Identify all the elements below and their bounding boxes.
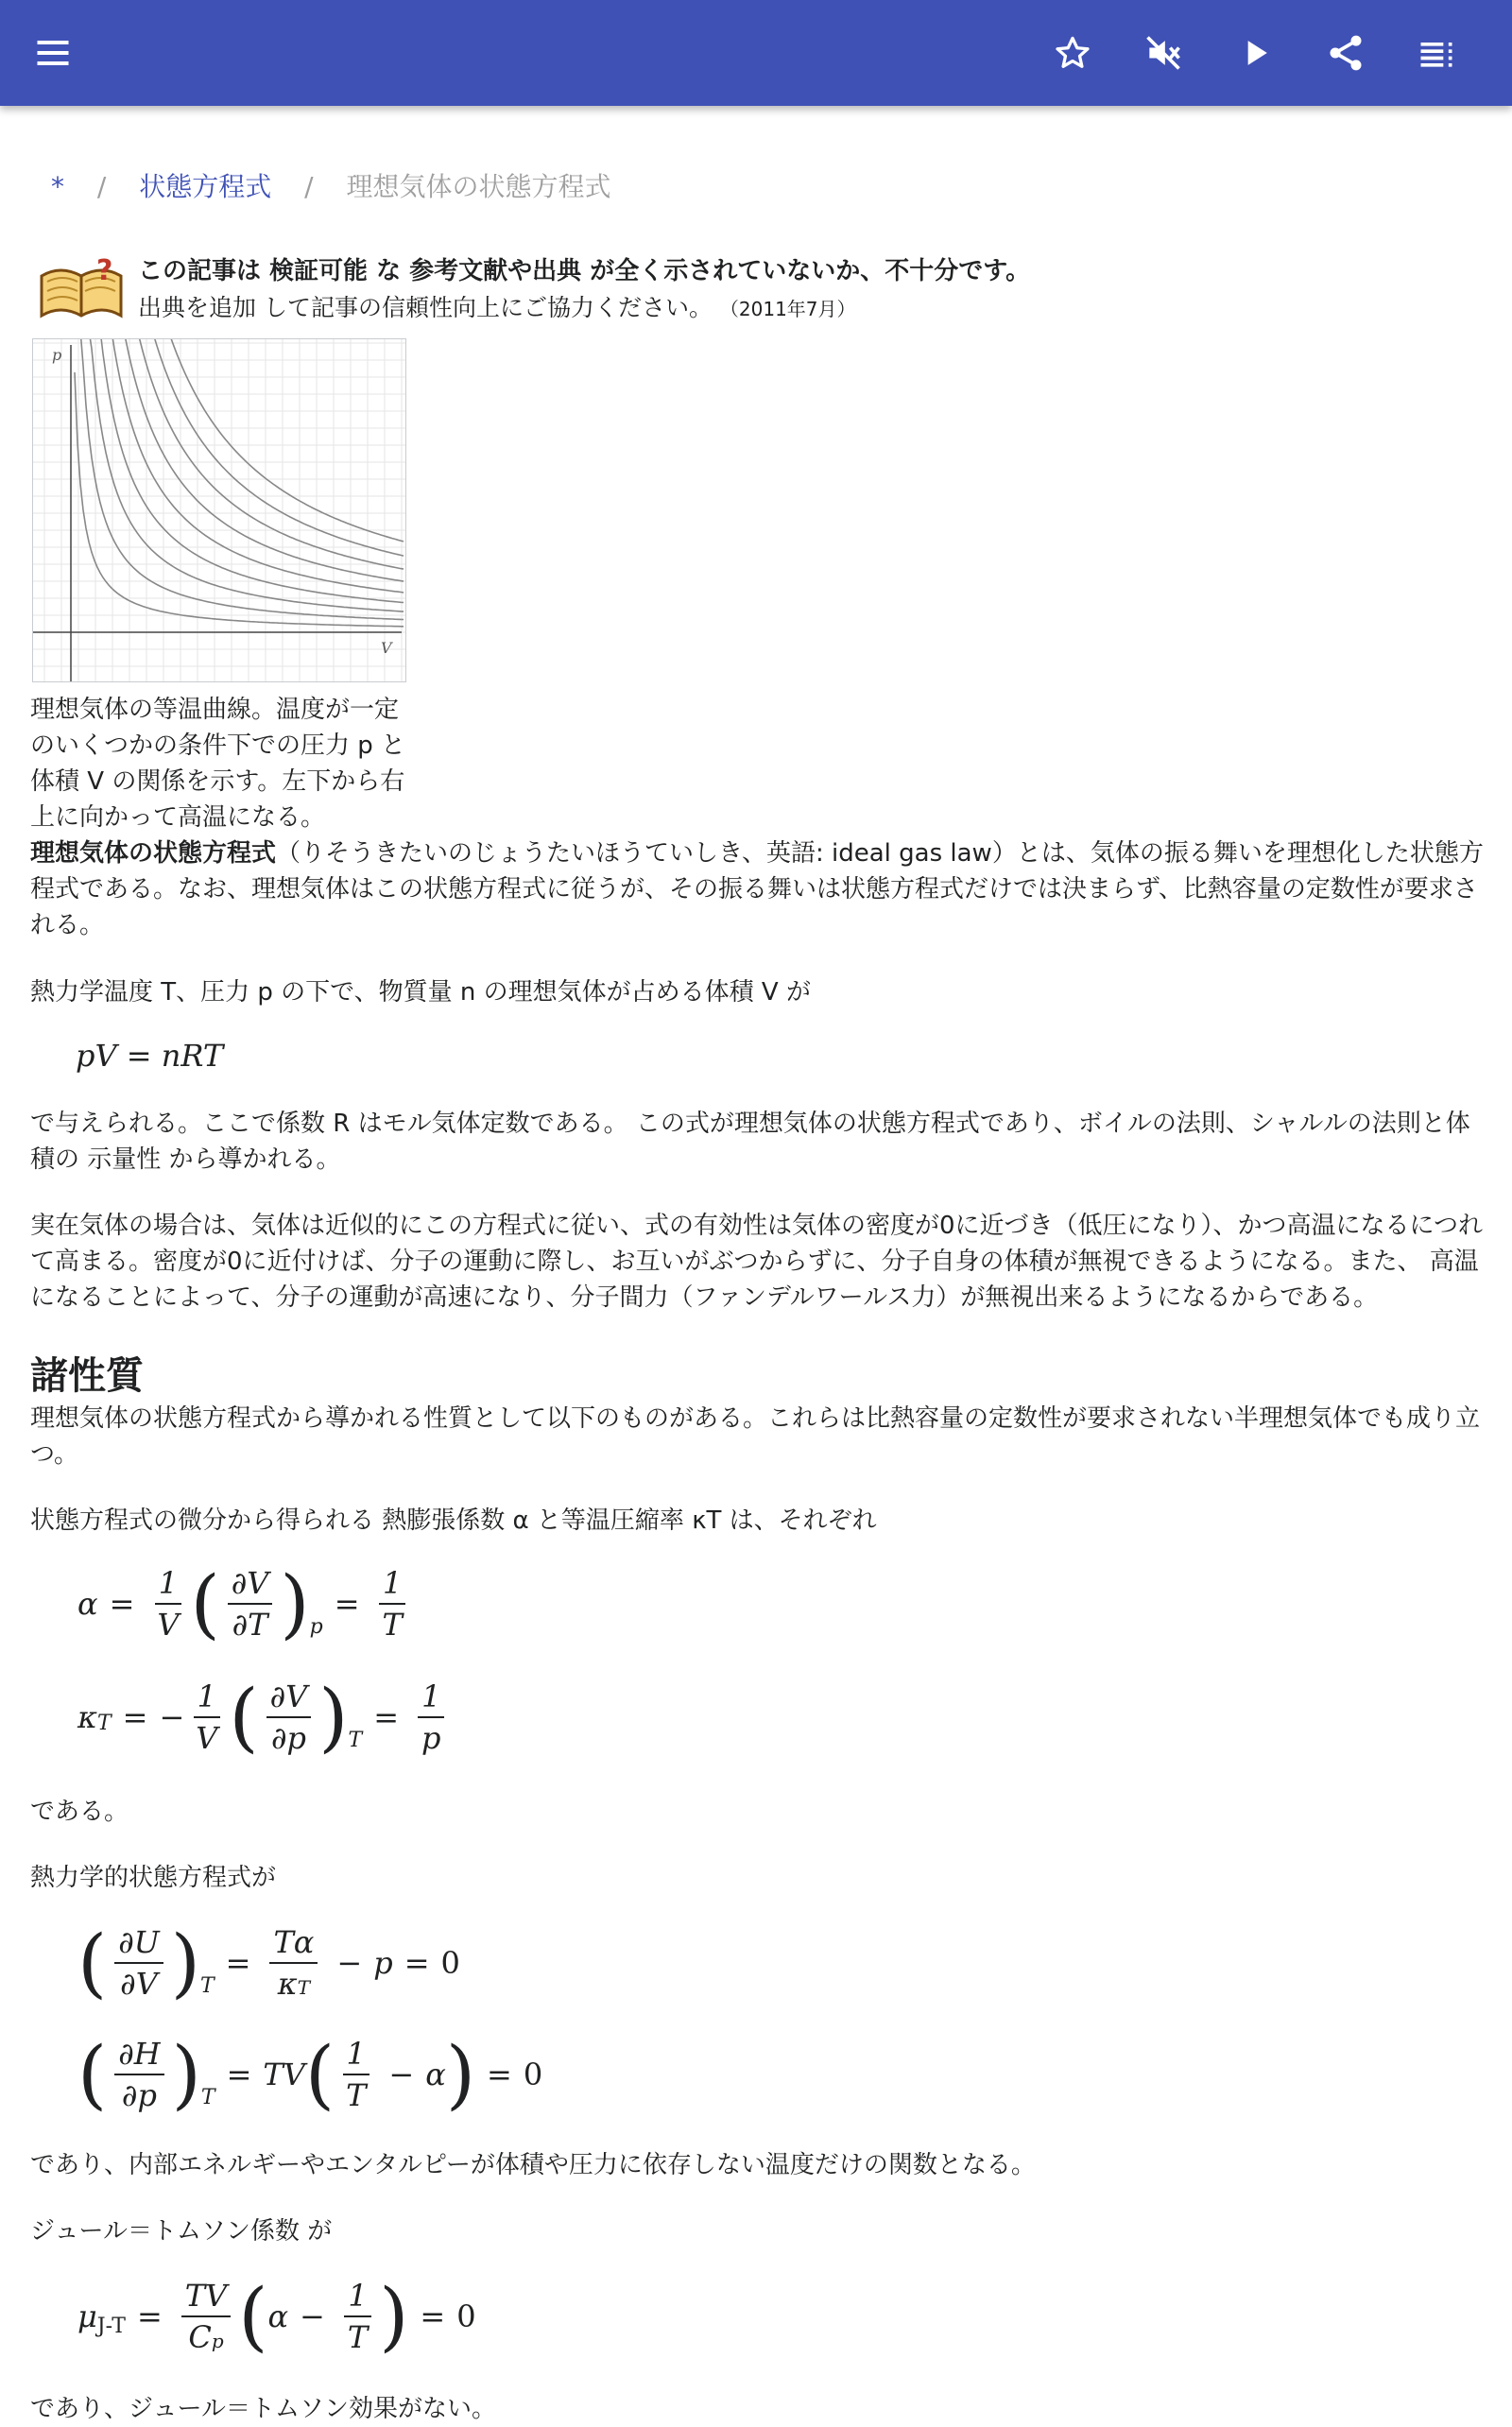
article-title-bold: 理想気体の状態方程式 xyxy=(30,839,277,868)
paragraph-differential: 状態方程式の微分から得られる 熱膨張係数 α と等温圧縮率 κT は、それぞれ xyxy=(30,1506,877,1535)
paragraph-properties: 理想気体の状態方程式から導かれる性質として以下のものがある。これらは比熱容量の定数性が要求されない半理想気体でも成り立つ。 xyxy=(30,1404,1481,1469)
isotherm-curve xyxy=(75,372,404,627)
isotherm-curve xyxy=(75,339,404,603)
intro-paragraph xyxy=(30,835,1486,943)
paragraph-real-gas: 実在気体の場合は、気体は近似的にこの方程式に従い、式の有効性は気体の密度が0に近づき（低圧になり）、かつ高温になるにつれて高まる。密度が0に近付けば、分子の運動に際し、お互いがぶつからずに、分子自身の体積が無視できるようになる。また、 高温になることによって、分子の運動が高速になり、分子間力（ファンデルワールス力）が無視出来るようになるからである。 xyxy=(30,1212,1484,1312)
equation-alpha: α = $\frac{1}{V}$ ( $\frac{\partial V}{\partial T}$ ) p = $\frac{1}{T}$ xyxy=(77,1565,414,1643)
notice-line-1: この記事は 検証可能 な 参考文献や出典 が全く示されていないか、不十分です。 xyxy=(138,257,1031,285)
breadcrumb-separator: / xyxy=(304,171,314,202)
intro-text: （りそうきたいのじょうたいほうていしき、英語: ideal gas law）とは、気体の振る舞いを理想化した状態方程式である。なお、理想気体はこの状態方程式に従うが、その振る舞いは状態方程式だけでは決まらず、比熱容量の定数性が要求される。 xyxy=(30,839,1484,939)
section-heading-properties: 諸性質 xyxy=(30,1354,144,1398)
equation-ideal-gas: pV = nRT xyxy=(76,1038,224,1074)
paragraph-dearu: である。 xyxy=(30,1798,129,1826)
notice-date: （2011年7月） xyxy=(719,298,856,320)
paragraph-temperature: 熱力学温度 T、圧力 p の下で、物質量 n の理想気体が占める体積 V が xyxy=(30,978,811,1007)
mute-icon[interactable] xyxy=(1137,26,1190,79)
equation-internal-energy: ( $\frac{\partial U}{\partial V}$ ) T = $\frac{T\alpha}{\kappa T}$ − p = 0 xyxy=(77,1919,460,2006)
play-icon[interactable] xyxy=(1228,26,1281,79)
breadcrumb-separator: / xyxy=(96,171,107,202)
hamburger-menu-icon[interactable] xyxy=(26,26,79,79)
notice-line-2 xyxy=(138,289,856,323)
app-toolbar xyxy=(0,0,1512,106)
breadcrumb-current: 理想気体の状態方程式 xyxy=(346,171,611,202)
equation-enthalpy: ( $\frac{\partial H}{\partial p}$ ) T = TV ( $\frac{1}{T}$ − α ) = 0 xyxy=(77,2030,543,2118)
notice-add-source: 出典を追加 して記事の信頼性向上にご協力ください。 xyxy=(138,294,713,321)
paragraph-internal-energy: であり、内部エネルギーやエンタルピーが体積や圧力に依存しない温度だけの関数となる。 xyxy=(30,2151,1036,2179)
equation-kappa: κ T = − $\frac{1}{V}$ ( $\frac{\partial V}{\partial p}$ ) T = $\frac{1}{p}$ xyxy=(77,1678,452,1756)
paragraph-no-joule-thomson: であり、ジュール＝トムソン効果がない。 xyxy=(30,2395,496,2423)
isotherm-figure[interactable] xyxy=(32,338,406,682)
isotherm-curve xyxy=(75,339,404,556)
x-axis-label: V xyxy=(381,639,392,657)
breadcrumb-parent[interactable]: 状態方程式 xyxy=(139,171,272,202)
isotherm-curve xyxy=(75,339,404,611)
y-axis-label: p xyxy=(52,346,62,364)
book-question-icon xyxy=(34,248,129,323)
paragraph-given: で与えられる。ここで係数 R はモル気体定数である。 この式が理想気体の状態方程式であり、ボイルの法則、シャルルの法則と体積の 示量性 から導かれる。 xyxy=(30,1110,1470,1174)
equation-joule-thomson: μ J-T = $\frac{TV}{Cp}$ ( α − $\frac{1}{T}$ ) = 0 xyxy=(77,2272,476,2360)
svg-text:?: ? xyxy=(96,254,113,287)
breadcrumb xyxy=(51,166,611,204)
toc-icon[interactable] xyxy=(1410,26,1463,79)
isotherm-plot xyxy=(33,339,405,681)
isotherm-curve xyxy=(75,339,404,581)
star-icon[interactable] xyxy=(1046,26,1099,79)
share-icon[interactable] xyxy=(1319,26,1372,79)
citation-needed-notice xyxy=(34,248,1489,333)
paragraph-thermo: 熱力学的状態方程式が xyxy=(30,1864,277,1892)
paragraph-joule-thomson: ジュール＝トムソン係数 が xyxy=(30,2217,333,2246)
breadcrumb-home[interactable]: * xyxy=(51,171,64,202)
figure-caption: 理想気体の等温曲線。温度が一定のいくつかの条件下での圧力 p と体積 V の関係を示す。左下から右上に向かって高温になる。 xyxy=(30,696,406,832)
